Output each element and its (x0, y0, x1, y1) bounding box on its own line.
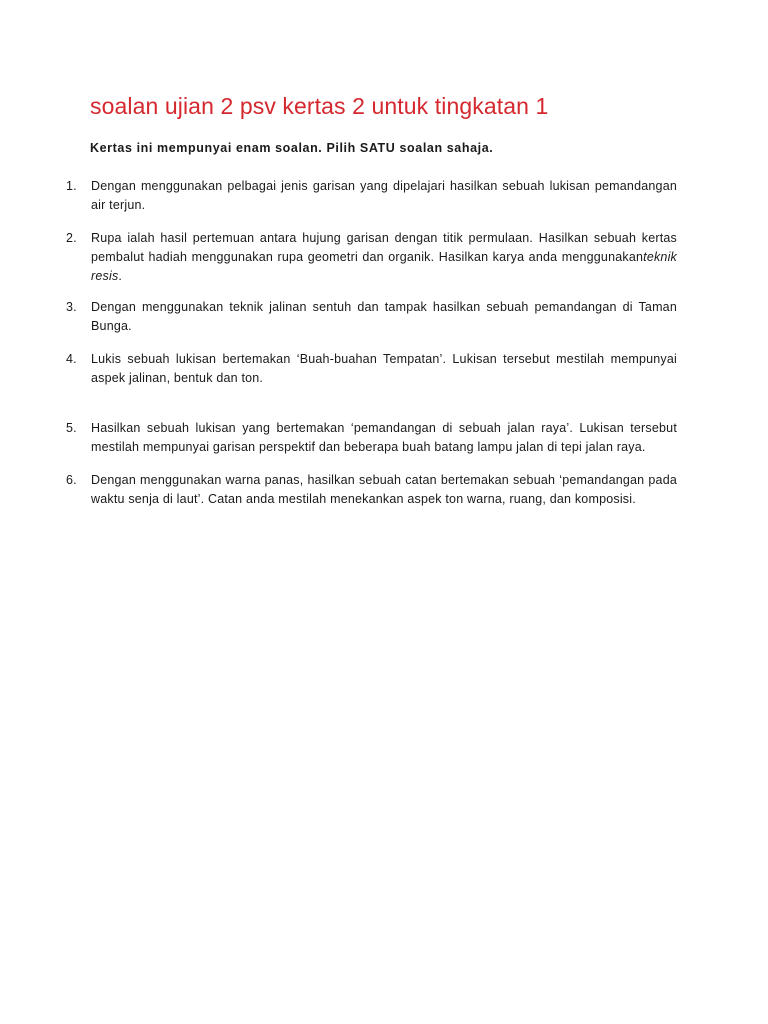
instruction-text: Kertas ini mempunyai enam soalan. Pilih SATU soalan sahaja. (90, 141, 494, 155)
question-item (66, 177, 677, 215)
question-number: 2. (66, 231, 77, 245)
question-number: 1. (66, 179, 77, 193)
question-item (66, 298, 677, 336)
question-text-end: . (118, 269, 123, 283)
question-text: Dengan menggunakan teknik jalinan sentuh dan tampak hasilkan sebuah pemandangan di Taman Bunga. (91, 300, 677, 333)
question-number: 5. (66, 421, 77, 435)
question-number: 6. (66, 473, 77, 487)
question-item (66, 350, 677, 388)
question-number: 4. (66, 352, 77, 366)
question-text: Dengan menggunakan warna panas, hasilkan sebuah catan bertemakan sebuah ‘pemandangan pada waktu senja di laut’. Catan anda mestilah menekankan aspek ton warna, ruang, dan komposisi. (91, 473, 677, 506)
question-item (66, 229, 677, 286)
question-item (66, 419, 677, 457)
question-text: Lukis sebuah lukisan bertemakan ‘Buah-buahan Tempatan’. Lukisan tersebut mestilah mempunyai aspek jalinan, bentuk dan ton. (91, 352, 677, 385)
question-number: 3. (66, 300, 77, 314)
question-text (91, 229, 677, 286)
question-text-main: Rupa ialah hasil pertemuan antara hujung garisan dengan titik permulaan. Hasilkan sebuah kertas pembalut hadiah menggunakan rupa geometri dan organik. Hasilkan karya anda menggunakan (91, 231, 677, 264)
question-text: Hasilkan sebuah lukisan yang bertemakan ‘pemandangan di sebuah jalan raya’. Lukisan tersebut mestilah mempunyai garisan perspektif dan beberapa buah batang lampu jalan di tepi jalan raya. (91, 421, 677, 454)
question-text-italic: teknik resis (91, 250, 677, 283)
question-item (66, 471, 677, 509)
page-title: soalan ujian 2 psv kertas 2 untuk tingkatan 1 (90, 93, 549, 119)
question-text: Dengan menggunakan pelbagai jenis garisan yang dipelajari hasilkan sebuah lukisan pemandangan air terjun. (91, 179, 677, 212)
